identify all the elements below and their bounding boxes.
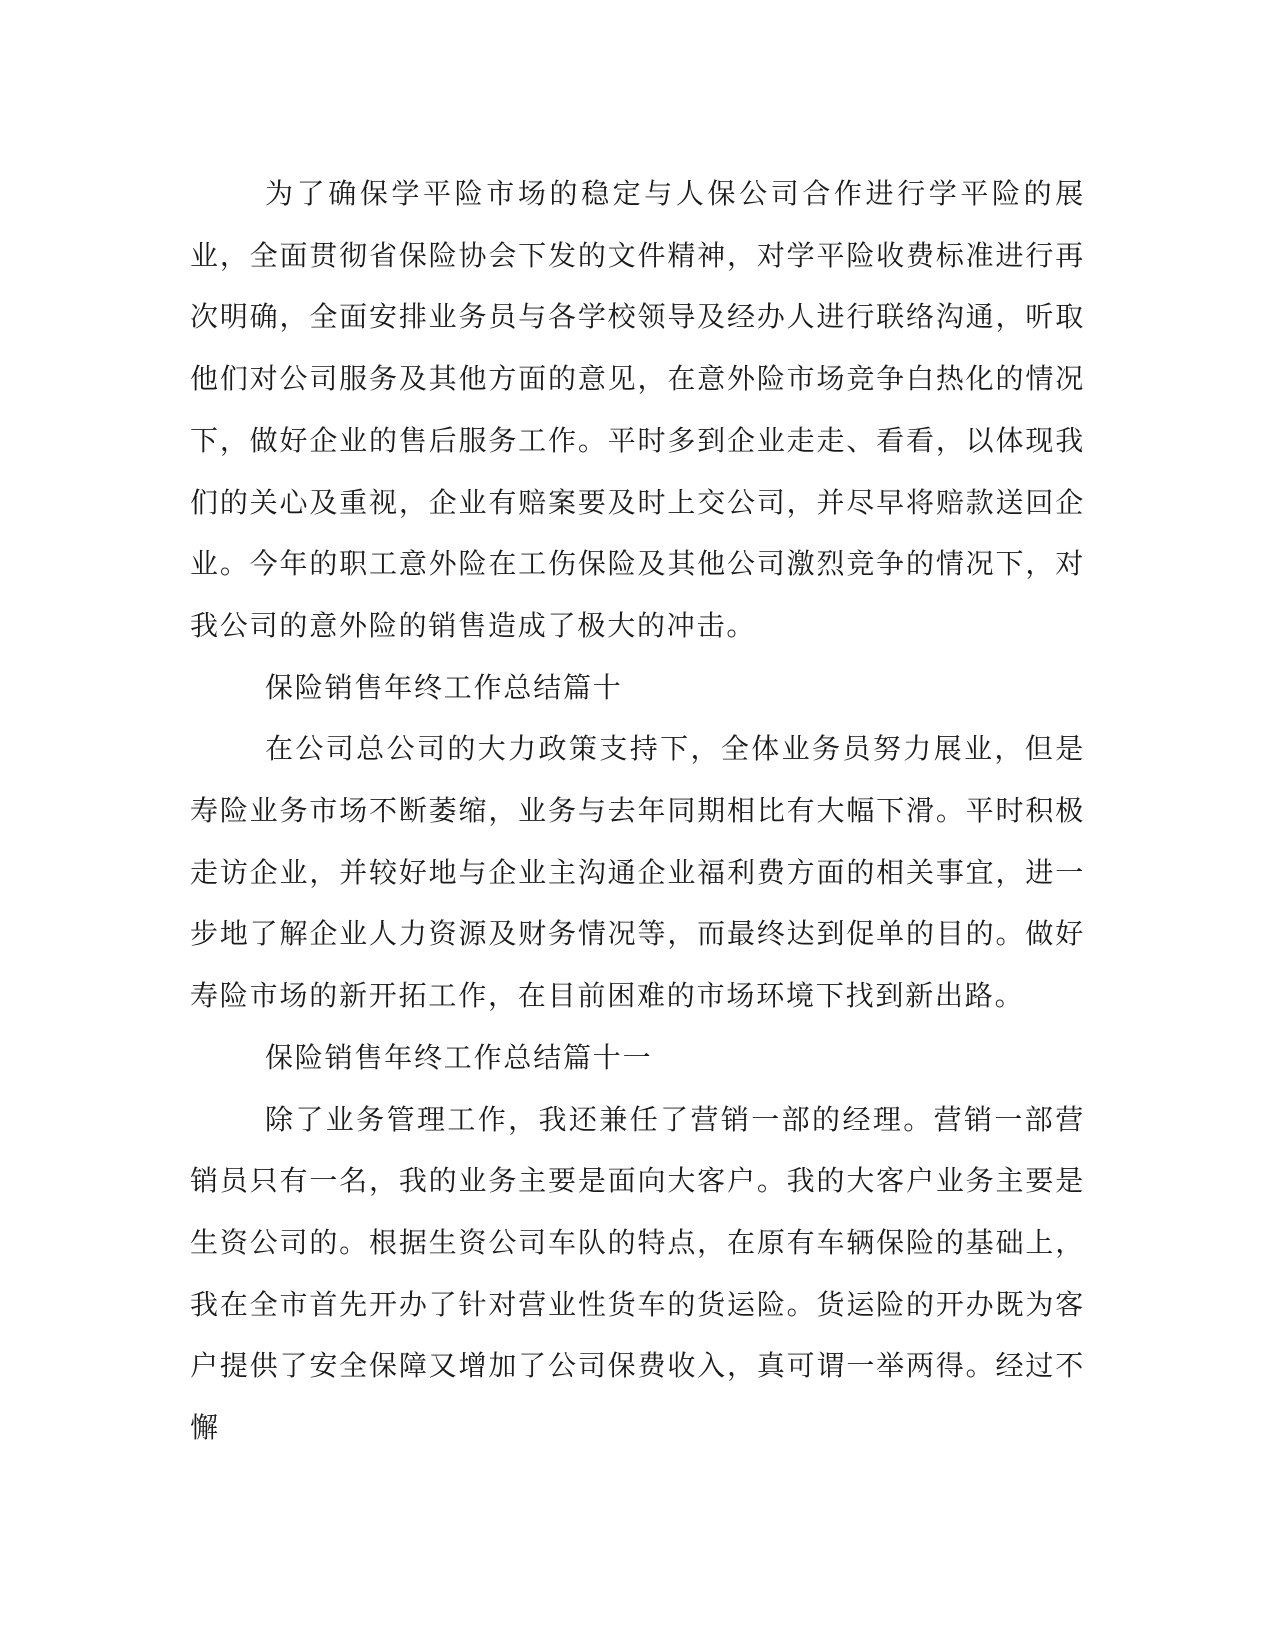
paragraph-student-insurance: 为了确保学平险市场的稳定与人保公司合作进行学平险的展业，全面贯彻省保险协会下发的文件精神，对学平险收费标准进行再次明确，全面安排业务员与各学校领导及经办人进行联络沟通，听取他们对公司服务及其他方面的意见，在意外险市场竞争白热化的情况下，做好企业的售后服务工作。平时多到企业走走、看看，以体现我们的关心及重视，企业有赔案要及时上交公司，并尽早将赔款送回企业。今年的职工意外险在工伤保险及其他公司激烈竞争的情况下，对我公司的意外险的销售造成了极大的冲击。 <box>190 177 1085 642</box>
paragraph-marketing-department: 除了业务管理工作，我还兼任了营销一部的经理。营销一部营销员只有一名，我的业务主要是面向大客户。我的大客户业务主要是生资公司的。根据生资公司车队的特点，在原有车辆保险的基础上，我在全市首先开办了针对营业性货车的货运险。货运险的开办既为客户提供了安全保障又增加了公司保费收入，真可谓一举两得。经过不懈 <box>190 1102 1085 1445</box>
section-heading-part-ten: 保险销售年终工作总结篇十 <box>265 670 623 704</box>
paragraph-life-insurance: 在公司总公司的大力政策支持下，全体业务员努力展业，但是寿险业务市场不断萎缩，业务与去年同期相比有大幅下滑。平时积极走访企业，并较好地与企业主沟通企业福利费方面的相关事宜，进一步地了解企业人力资源及财务情况等，而最终达到促单的目的。做好寿险市场的新开拓工作，在目前困难的市场环境下找到新出路。 <box>190 732 1085 1013</box>
section-heading-part-eleven: 保险销售年终工作总结篇十一 <box>265 1040 653 1074</box>
document-body <box>190 163 1085 1459</box>
